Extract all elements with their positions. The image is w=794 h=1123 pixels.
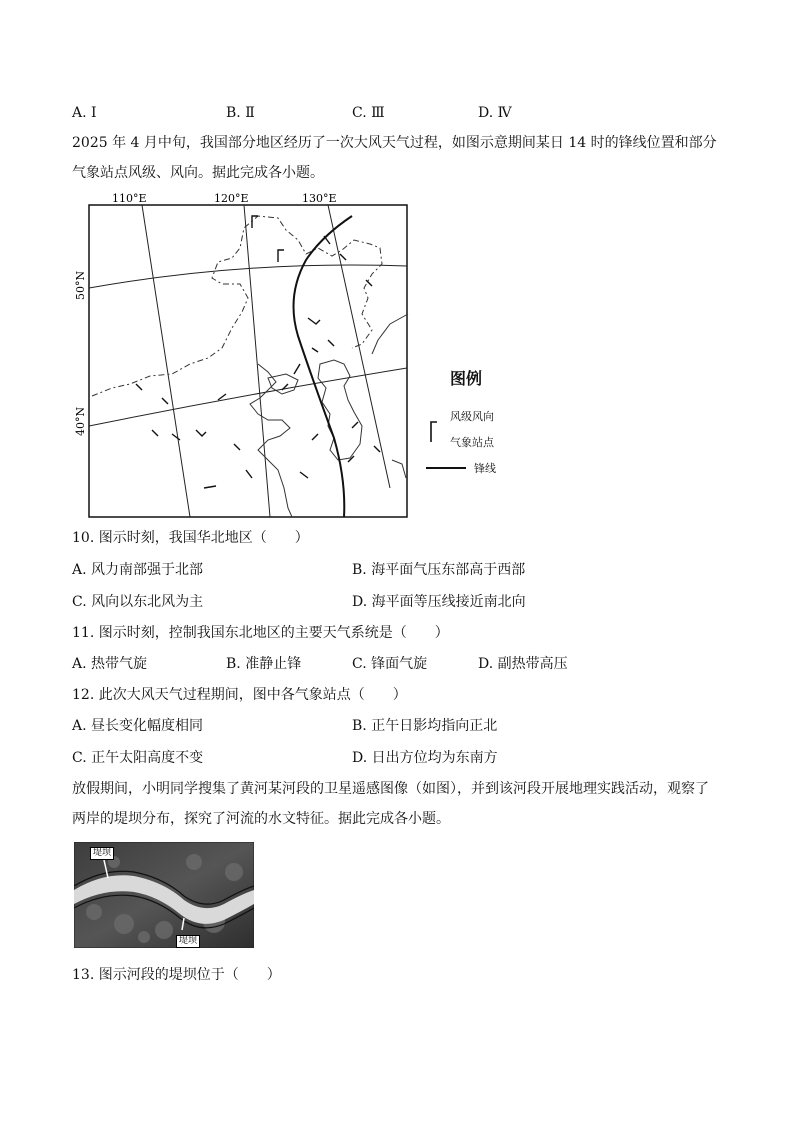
wind-barb <box>300 472 308 478</box>
q10-option-b[interactable]: B. 海平面气压东部高于西部 <box>352 562 526 578</box>
q11-stem: 11. 图示时刻，控制我国东北地区的主要天气系统是（ ） <box>72 625 449 641</box>
levee-label-bottom: 堤坝 <box>176 935 200 948</box>
prev-question-options <box>72 103 732 123</box>
lat-label-50: 50°N <box>74 270 87 300</box>
wind-barb <box>312 348 318 352</box>
option-d[interactable]: D. Ⅳ <box>478 105 512 121</box>
q11-option-c[interactable]: C. 锋面气旋 <box>352 656 428 672</box>
wind-barb <box>172 434 180 440</box>
wind-barb <box>328 340 334 346</box>
q12-option-d[interactable]: D. 日出方位均为东南方 <box>352 750 498 766</box>
wind-barb <box>278 250 284 262</box>
wind-barb <box>374 446 380 452</box>
wind-barb <box>340 254 346 260</box>
lon-label-130: 130°E <box>302 192 337 205</box>
wind-barbs <box>136 216 380 488</box>
legend-front-icon <box>426 462 468 474</box>
intro-weather: 2025 年 4 月中旬，我国部分地区经历了一次大风天气过程，如图示意期间某日 14 时的锋线位置和部分气象站点风级、风向。据此完成各小题。 <box>72 135 717 181</box>
lon-label-120: 120°E <box>214 192 249 205</box>
q10-options-row2 <box>72 592 732 612</box>
lat-label-40: 40°N <box>74 406 87 436</box>
option-b[interactable]: B. Ⅱ <box>226 105 255 121</box>
intro-river: 放假期间，小明同学搜集了黄河某河段的卫星遥感图像（如图），并到该河段开展地理实践活动，观察了两岸的堤坝分布，探究了河流的水文特征。据此完成各小题。 <box>72 781 709 827</box>
q11-option-a[interactable]: A. 热带气旋 <box>72 656 148 672</box>
wind-barb <box>136 384 142 390</box>
q12-stem: 12. 此次大风天气过程期间，图中各气象站点（ ） <box>72 687 407 703</box>
q10-option-d[interactable]: D. 海平面等压线接近南北向 <box>352 594 526 610</box>
wind-barb <box>234 444 240 450</box>
coast-east <box>372 314 408 354</box>
wind-barb <box>352 422 358 428</box>
legend-title: 图例 <box>450 369 483 388</box>
wind-barb <box>294 364 300 374</box>
legend-front: 锋线 <box>474 462 496 475</box>
q11-option-d[interactable]: D. 副热带高压 <box>478 656 568 672</box>
meridian-110 <box>142 205 190 517</box>
legend-station: 气象站点 <box>450 436 494 449</box>
wind-barb <box>246 470 252 478</box>
wind-barb <box>204 486 216 488</box>
q12-options-row2 <box>72 748 732 768</box>
levee-label-top: 堤坝 <box>90 847 114 860</box>
q11-options <box>72 654 732 674</box>
lon-label-110: 110°E <box>112 192 147 205</box>
legend-barb-icon <box>426 418 446 444</box>
q12-option-b[interactable]: B. 正午日影均指向正北 <box>352 718 498 734</box>
q10-option-a[interactable]: A. 风力南部强于北部 <box>72 562 204 578</box>
japan-coast <box>392 460 406 478</box>
legend-wind: 风级风向 <box>450 410 494 423</box>
q10-options-row1 <box>72 560 732 580</box>
wind-barb <box>308 318 320 324</box>
wind-barb <box>312 434 318 440</box>
meridian-120 <box>244 205 270 517</box>
q12-option-a[interactable]: A. 昼长变化幅度相同 <box>72 718 204 734</box>
national-border <box>92 216 382 396</box>
option-a[interactable]: A. Ⅰ <box>72 105 97 121</box>
wind-barb <box>162 398 168 404</box>
q12-options-row1 <box>72 716 732 736</box>
q12-option-c[interactable]: C. 正午太阳高度不变 <box>72 750 204 766</box>
wind-barb <box>152 430 158 436</box>
wind-barb <box>324 236 330 244</box>
front-line <box>294 216 353 517</box>
wind-barb <box>252 216 258 228</box>
parallel-40 <box>89 368 407 426</box>
parallel-50 <box>89 265 407 288</box>
q10-option-c[interactable]: C. 风向以东北风为主 <box>72 594 204 610</box>
wind-barb <box>196 430 206 436</box>
wind-barb <box>366 280 372 286</box>
q13-stem: 13. 图示河段的堤坝位于（ ） <box>72 967 281 983</box>
q11-option-b[interactable]: B. 准静止锋 <box>226 656 302 672</box>
wind-barb <box>218 394 226 400</box>
q10-stem: 10. 图示时刻，我国华北地区（ ） <box>72 530 309 546</box>
option-c[interactable]: C. Ⅲ <box>352 105 385 121</box>
weather-map <box>72 188 412 520</box>
